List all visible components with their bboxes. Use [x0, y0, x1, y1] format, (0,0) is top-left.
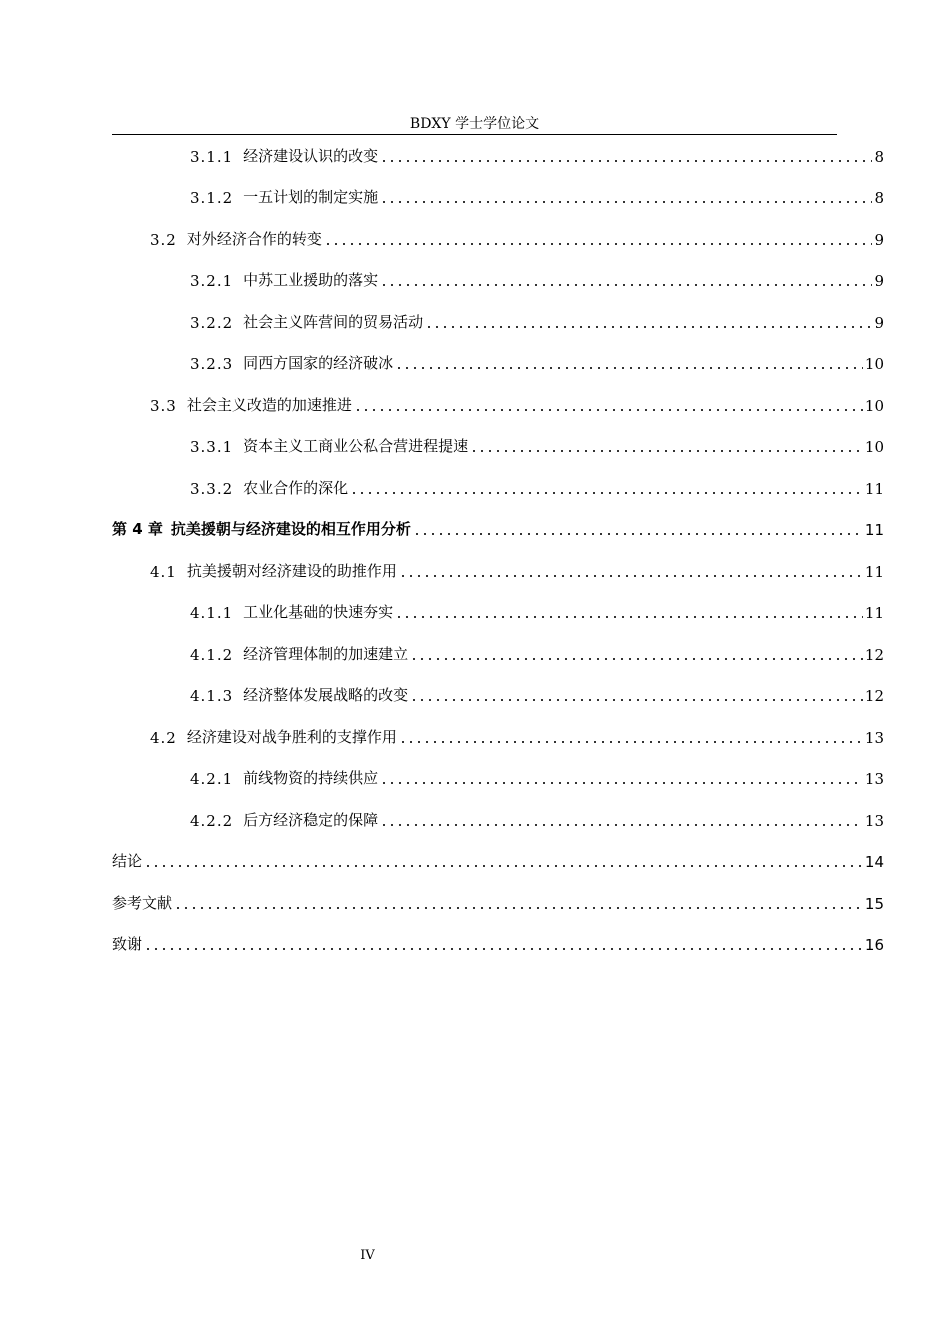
toc-entry[interactable] [190, 640, 884, 664]
toc-entry-page: 8 [874, 189, 884, 207]
toc-entry-page: 9 [874, 272, 884, 290]
toc-entry-page: 16 [864, 936, 884, 954]
toc-entry[interactable] [150, 225, 884, 249]
toc-entry-number: 3.2 [150, 231, 177, 249]
toc-entry-title: 经济整体发展战略的改变 [243, 686, 409, 704]
toc-entry-number: 3.2.2 [190, 314, 234, 332]
toc-entry[interactable] [150, 391, 884, 415]
toc-entry-number: 4.1 [150, 563, 177, 581]
toc-entry-page: 15 [864, 895, 884, 913]
toc-entry-number: 3.3 [150, 397, 177, 415]
dot-leader [413, 533, 863, 535]
toc-entry[interactable] [190, 308, 884, 332]
header-rule [112, 134, 837, 135]
toc-entry-title: 资本主义工商业公私合营进程提速 [243, 437, 469, 455]
toc-entry-page: 8 [874, 148, 884, 166]
dot-leader [399, 741, 863, 743]
toc-entry-number: 3.1.1 [190, 148, 234, 166]
toc-entry-number: 4.1.3 [190, 687, 234, 705]
toc-entry-number: 3.2.1 [190, 272, 234, 290]
toc-entry[interactable] [150, 723, 884, 747]
toc-entry-page: 13 [864, 812, 884, 830]
toc-entry[interactable] [190, 266, 884, 290]
toc-entry[interactable] [190, 183, 884, 207]
toc-entry-title: 社会主义改造的加速推进 [186, 396, 352, 414]
toc-entry-title: 致谢 [112, 935, 143, 953]
toc-entry-title: 抗美援朝对经济建设的助推作用 [186, 562, 397, 580]
toc-entry-page: 12 [864, 646, 884, 664]
toc-entry-number: 3.1.2 [190, 189, 234, 207]
toc-entry-page: 10 [864, 438, 884, 456]
dot-leader [470, 450, 863, 452]
toc-entry-title: 对外经济合作的转变 [186, 230, 322, 248]
toc-entry-title: 农业合作的深化 [243, 479, 349, 497]
toc-entry[interactable] [190, 806, 884, 830]
toc-chapter-entry[interactable] [112, 515, 884, 539]
toc-entry-number: 4.2 [150, 729, 177, 747]
dot-leader [380, 782, 863, 784]
toc-entry-title: 社会主义阵营间的贸易活动 [243, 313, 424, 331]
toc-entry[interactable] [190, 432, 884, 456]
toc-entry[interactable] [190, 598, 884, 622]
dot-leader [144, 948, 863, 950]
toc-entry-title: 经济管理体制的加速建立 [243, 645, 409, 663]
toc-entry-title: 参考文献 [112, 894, 173, 912]
toc-entry-title: 工业化基础的快速夯实 [243, 603, 394, 621]
toc-entry-number: 4.2.1 [190, 770, 234, 788]
toc-entry-page: 9 [874, 314, 884, 332]
toc-entry-number: 第 4 章 [112, 520, 163, 538]
dot-leader [410, 699, 863, 701]
dot-leader [324, 243, 873, 245]
dot-leader [144, 865, 863, 867]
toc-entry-title: 前线物资的持续供应 [243, 769, 379, 787]
toc-entry[interactable] [150, 557, 884, 581]
dot-leader [425, 326, 872, 328]
toc-entry-title: 结论 [112, 852, 143, 870]
dot-leader [174, 907, 863, 909]
toc-entry[interactable] [190, 764, 884, 788]
toc-acknowledgements-entry[interactable] [112, 930, 884, 954]
toc-entry[interactable] [190, 474, 884, 498]
toc-entry-page: 11 [864, 604, 884, 622]
toc-entry-title: 经济建设对战争胜利的支撑作用 [186, 728, 397, 746]
toc-entry-page: 10 [864, 397, 884, 415]
toc-entry-page: 13 [864, 729, 884, 747]
dot-leader [380, 824, 863, 826]
toc-entry-page: 9 [874, 231, 884, 249]
toc-conclusion-entry[interactable] [112, 847, 884, 871]
toc-entry-title: 一五计划的制定实施 [243, 188, 379, 206]
toc-entry[interactable] [190, 142, 884, 166]
dot-leader [380, 160, 872, 162]
dot-leader [380, 284, 872, 286]
dot-leader [350, 492, 863, 494]
toc-entry-title: 后方经济稳定的保障 [243, 811, 379, 829]
dot-leader [380, 201, 872, 203]
dot-leader [395, 616, 863, 618]
toc-entry-page: 11 [864, 563, 884, 581]
toc-entry-number: 3.3.1 [190, 438, 234, 456]
toc-entry-number: 3.3.2 [190, 480, 234, 498]
toc-entry-title: 同西方国家的经济破冰 [243, 354, 394, 372]
toc-entry-page: 11 [864, 521, 884, 539]
page-number: IV [360, 1248, 375, 1263]
dot-leader [354, 409, 863, 411]
toc-entry-page: 14 [864, 853, 884, 871]
toc-entry[interactable] [190, 681, 884, 705]
toc-references-entry[interactable] [112, 889, 884, 913]
toc-entry-number: 4.1.1 [190, 604, 234, 622]
toc-entry-page: 11 [864, 480, 884, 498]
toc-entry-title: 抗美援朝与经济建设的相互作用分析 [170, 520, 411, 538]
running-header: BDXY 学士学位论文 [409, 116, 540, 132]
toc-entry-title: 经济建设认识的改变 [243, 147, 379, 165]
dot-leader [410, 658, 863, 660]
dot-leader [395, 367, 863, 369]
toc-entry-page: 10 [864, 355, 884, 373]
toc-entry-number: 3.2.3 [190, 355, 234, 373]
toc-entry[interactable] [190, 349, 884, 373]
toc-entry-number: 4.2.2 [190, 812, 234, 830]
dot-leader [399, 575, 863, 577]
toc-entry-title: 中苏工业援助的落实 [243, 271, 379, 289]
toc-entry-number: 4.1.2 [190, 646, 234, 664]
toc-entry-page: 12 [864, 687, 884, 705]
toc-entry-page: 13 [864, 770, 884, 788]
